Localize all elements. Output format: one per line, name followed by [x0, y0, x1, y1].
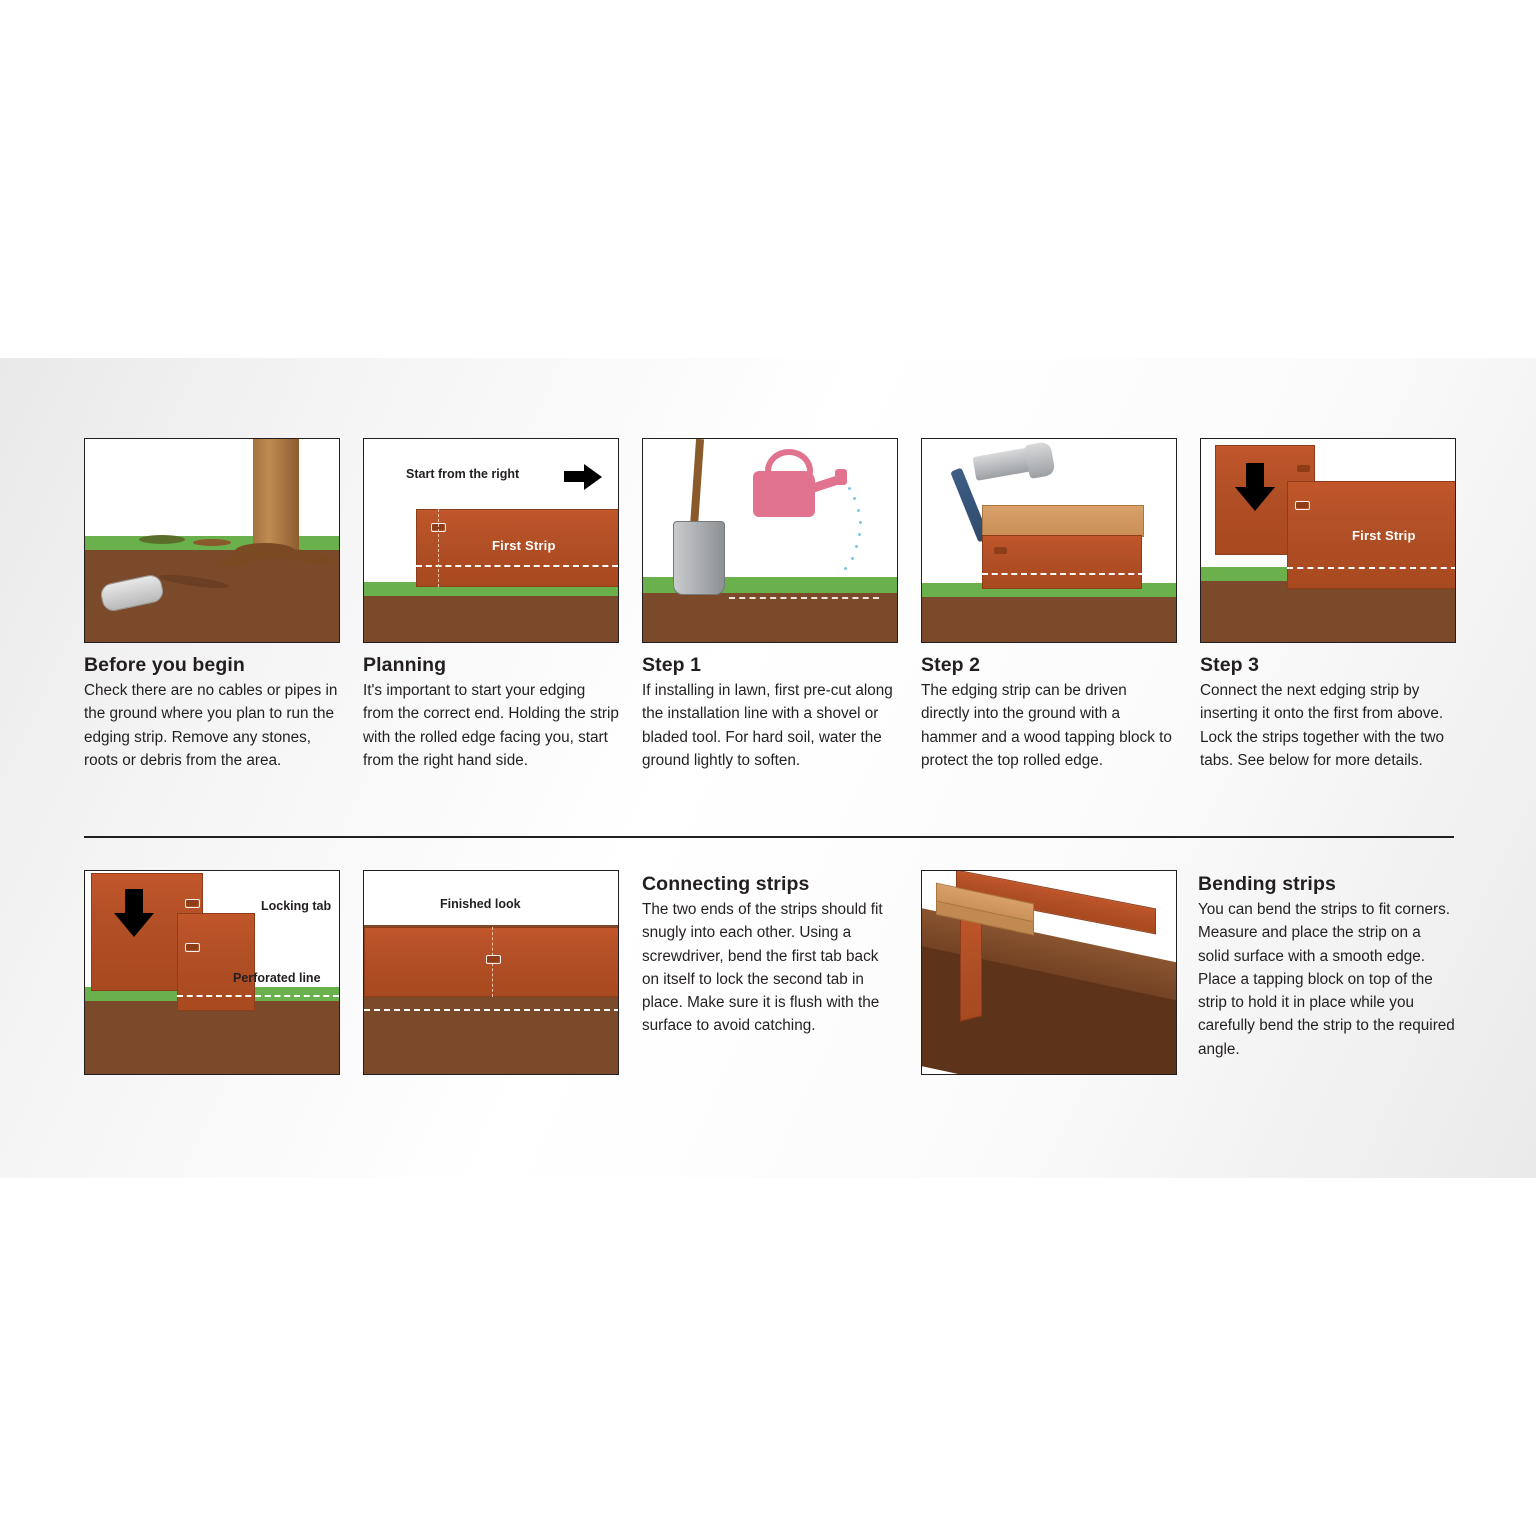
- card-title: Step 1: [642, 654, 702, 676]
- panel-label-finished-look: Finished look: [440, 897, 521, 911]
- locking-tab-outline: [185, 943, 200, 952]
- section-divider: [84, 836, 1454, 838]
- locking-tab-outline: [1295, 501, 1310, 510]
- illustration-planning: [363, 438, 619, 643]
- arrow-down-icon: [1235, 487, 1275, 511]
- debris: [139, 535, 185, 544]
- card-title: Step 2: [921, 654, 981, 676]
- strip-seam: [438, 509, 439, 587]
- card-body: Check there are no cables or pipes in the ground where you plan to run the edging strip. Remove any stones, roots or debris from the area.: [84, 682, 338, 769]
- locking-tab-outline: [185, 899, 200, 908]
- debris: [193, 539, 231, 546]
- card-title: Bending strips: [1198, 873, 1336, 895]
- card-title: Connecting strips: [642, 873, 810, 895]
- arrow-stem: [125, 889, 143, 915]
- card-title: Step 3: [1200, 654, 1260, 676]
- step-card-before-you-begin: [84, 438, 340, 818]
- step-card-step-2: [921, 438, 1177, 818]
- perforated-line: [982, 573, 1144, 575]
- panel-label-first-strip: First Strip: [1352, 528, 1416, 543]
- steps-row-top: [84, 438, 1454, 818]
- guide-sheet: [84, 438, 1454, 1118]
- illustration-finished-look: [363, 870, 619, 1075]
- steps-row-bottom: [84, 870, 1454, 1120]
- wood-tapping-block: [982, 505, 1144, 537]
- watering-can-rose: [835, 469, 847, 485]
- perforated-line: [177, 995, 339, 997]
- step-card-planning: [363, 438, 619, 818]
- first-edging-strip: [1287, 481, 1456, 589]
- edging-strip-bent: [960, 908, 982, 1021]
- perforated-line: [1287, 567, 1456, 569]
- text-block-connecting-strips: [642, 862, 898, 1038]
- card-body: The two ends of the strips should fit snugly into each other. Using a screwdriver, bend the first tab back on itself to lock the second tab in place. Make sure it is flush with the surface to avoid catching.: [642, 901, 883, 1035]
- installation-line: [729, 597, 879, 599]
- panel-label-locking-tab: Locking tab: [261, 899, 332, 913]
- illustration-step-1: [642, 438, 898, 643]
- step-card-step-1: [642, 438, 898, 818]
- illustration-locking-tab: [84, 870, 340, 1075]
- panel-label-start-from-right: Start from the right: [406, 467, 520, 481]
- card-title: Planning: [363, 654, 447, 676]
- sky: [85, 439, 339, 544]
- locking-tab: [1297, 465, 1310, 472]
- perforated-line: [364, 1009, 619, 1011]
- step-card-step-3: [1200, 438, 1456, 818]
- edging-strip: [982, 535, 1142, 589]
- tree-trunk: [253, 439, 299, 551]
- card-body: It's important to start your edging from the correct end. Holding the strip with the rolled edge facing you, start from the right hand side.: [363, 682, 619, 769]
- arrow-right-icon: [584, 464, 602, 490]
- edging-strip: [416, 509, 619, 587]
- card-title: Before you begin: [84, 654, 245, 676]
- guide-canvas: [0, 358, 1536, 1178]
- illustration-step-2: [921, 438, 1177, 643]
- card-body: If installing in lawn, first pre-cut along the installation line with a shovel or bladed tool. For hard soil, water the ground lightly to soften.: [642, 682, 893, 769]
- panel-label-first-strip: First Strip: [492, 538, 556, 553]
- illustration-step-3: [1200, 438, 1456, 643]
- card-body: The edging strip can be driven directly into the ground with a hammer and a wood tapping block to protect the top rolled edge.: [921, 682, 1172, 769]
- illustration-before-you-begin: [84, 438, 340, 643]
- text-block-bending-strips: [1198, 862, 1456, 1061]
- card-body: Connect the next edging strip by inserting it onto the first from above. Lock the strips together with the two tabs. See below for more details.: [1200, 682, 1445, 769]
- perforated-line: [416, 565, 619, 567]
- shovel-blade: [673, 521, 725, 595]
- watering-can-handle: [765, 449, 813, 493]
- arrow-stem: [1246, 463, 1264, 489]
- locking-tab-outline: [486, 955, 501, 964]
- arrow-stem: [564, 471, 586, 482]
- card-body: You can bend the strips to fit corners. Measure and place the strip on a solid surface with a smooth edge. Place a tapping block on top of the strip to hold it in place while you carefully bend the strip to the required angle.: [1198, 901, 1455, 1058]
- panel-label-perforated-line: Perforated line: [233, 971, 321, 985]
- locking-tab: [994, 547, 1007, 554]
- arrow-down-icon: [114, 913, 154, 937]
- illustration-bending-strips: [921, 870, 1177, 1075]
